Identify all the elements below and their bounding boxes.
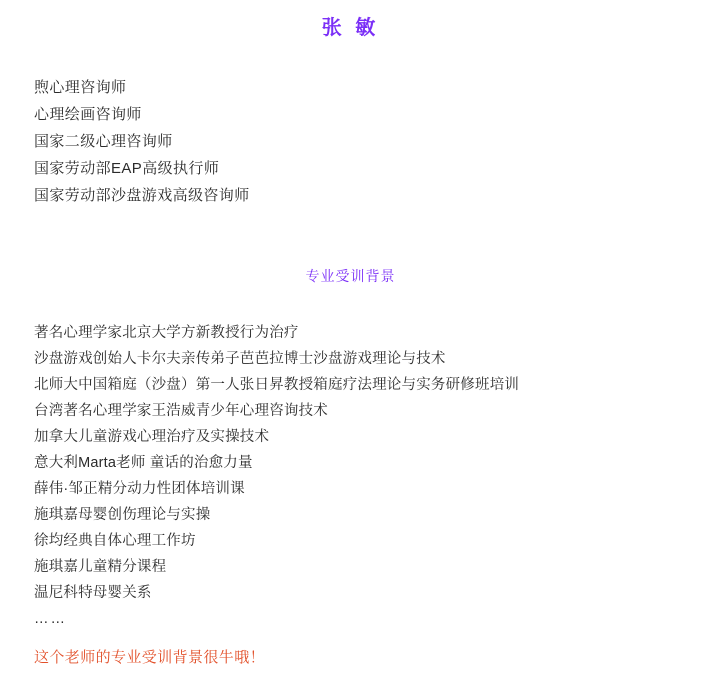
list-item: 温尼科特母婴关系 — [34, 585, 152, 601]
list-item: 台湾著名心理学家王浩威青少年心理咨询技术 — [34, 403, 328, 419]
section-heading: 专业受训背景 — [305, 268, 396, 284]
list-item: 加拿大儿童游戏心理治疗及实操技术 — [34, 429, 270, 445]
list-item: 煦心理咨询师 — [34, 79, 127, 96]
list-item: 北师大中国箱庭（沙盘）第一人张日昇教授箱庭疗法理论与实务研修班培训 — [34, 377, 520, 393]
list-item: 国家劳动部沙盘游戏高级咨询师 — [34, 187, 250, 204]
list-item: 施琪嘉儿童精分课程 — [34, 559, 167, 575]
list-item: 意大利Marta老师 童话的治愈力量 — [34, 455, 253, 471]
list-item: 国家劳动部EAP高级执行师 — [34, 160, 220, 177]
list-item: 国家二级心理咨询师 — [34, 133, 173, 150]
page-title: 张 敏 — [321, 17, 380, 39]
list-item: …… — [34, 611, 67, 627]
training-background-list — [34, 320, 519, 632]
list-item: 施琪嘉母婴创伤理论与实操 — [34, 507, 211, 523]
credentials-list — [34, 74, 250, 209]
list-item: 薛伟·邹正精分动力性团体培训课 — [34, 481, 245, 497]
list-item: 徐均经典自体心理工作坊 — [34, 533, 196, 549]
list-item: 心理绘画咨询师 — [34, 106, 142, 123]
list-item: 著名心理学家北京大学方新教授行为治疗 — [34, 325, 299, 341]
list-item: 沙盘游戏创始人卡尔夫亲传弟子芭芭拉博士沙盘游戏理论与技术 — [34, 351, 446, 367]
footnote-text: 这个老师的专业受训背景很牛哦！ — [34, 649, 266, 666]
